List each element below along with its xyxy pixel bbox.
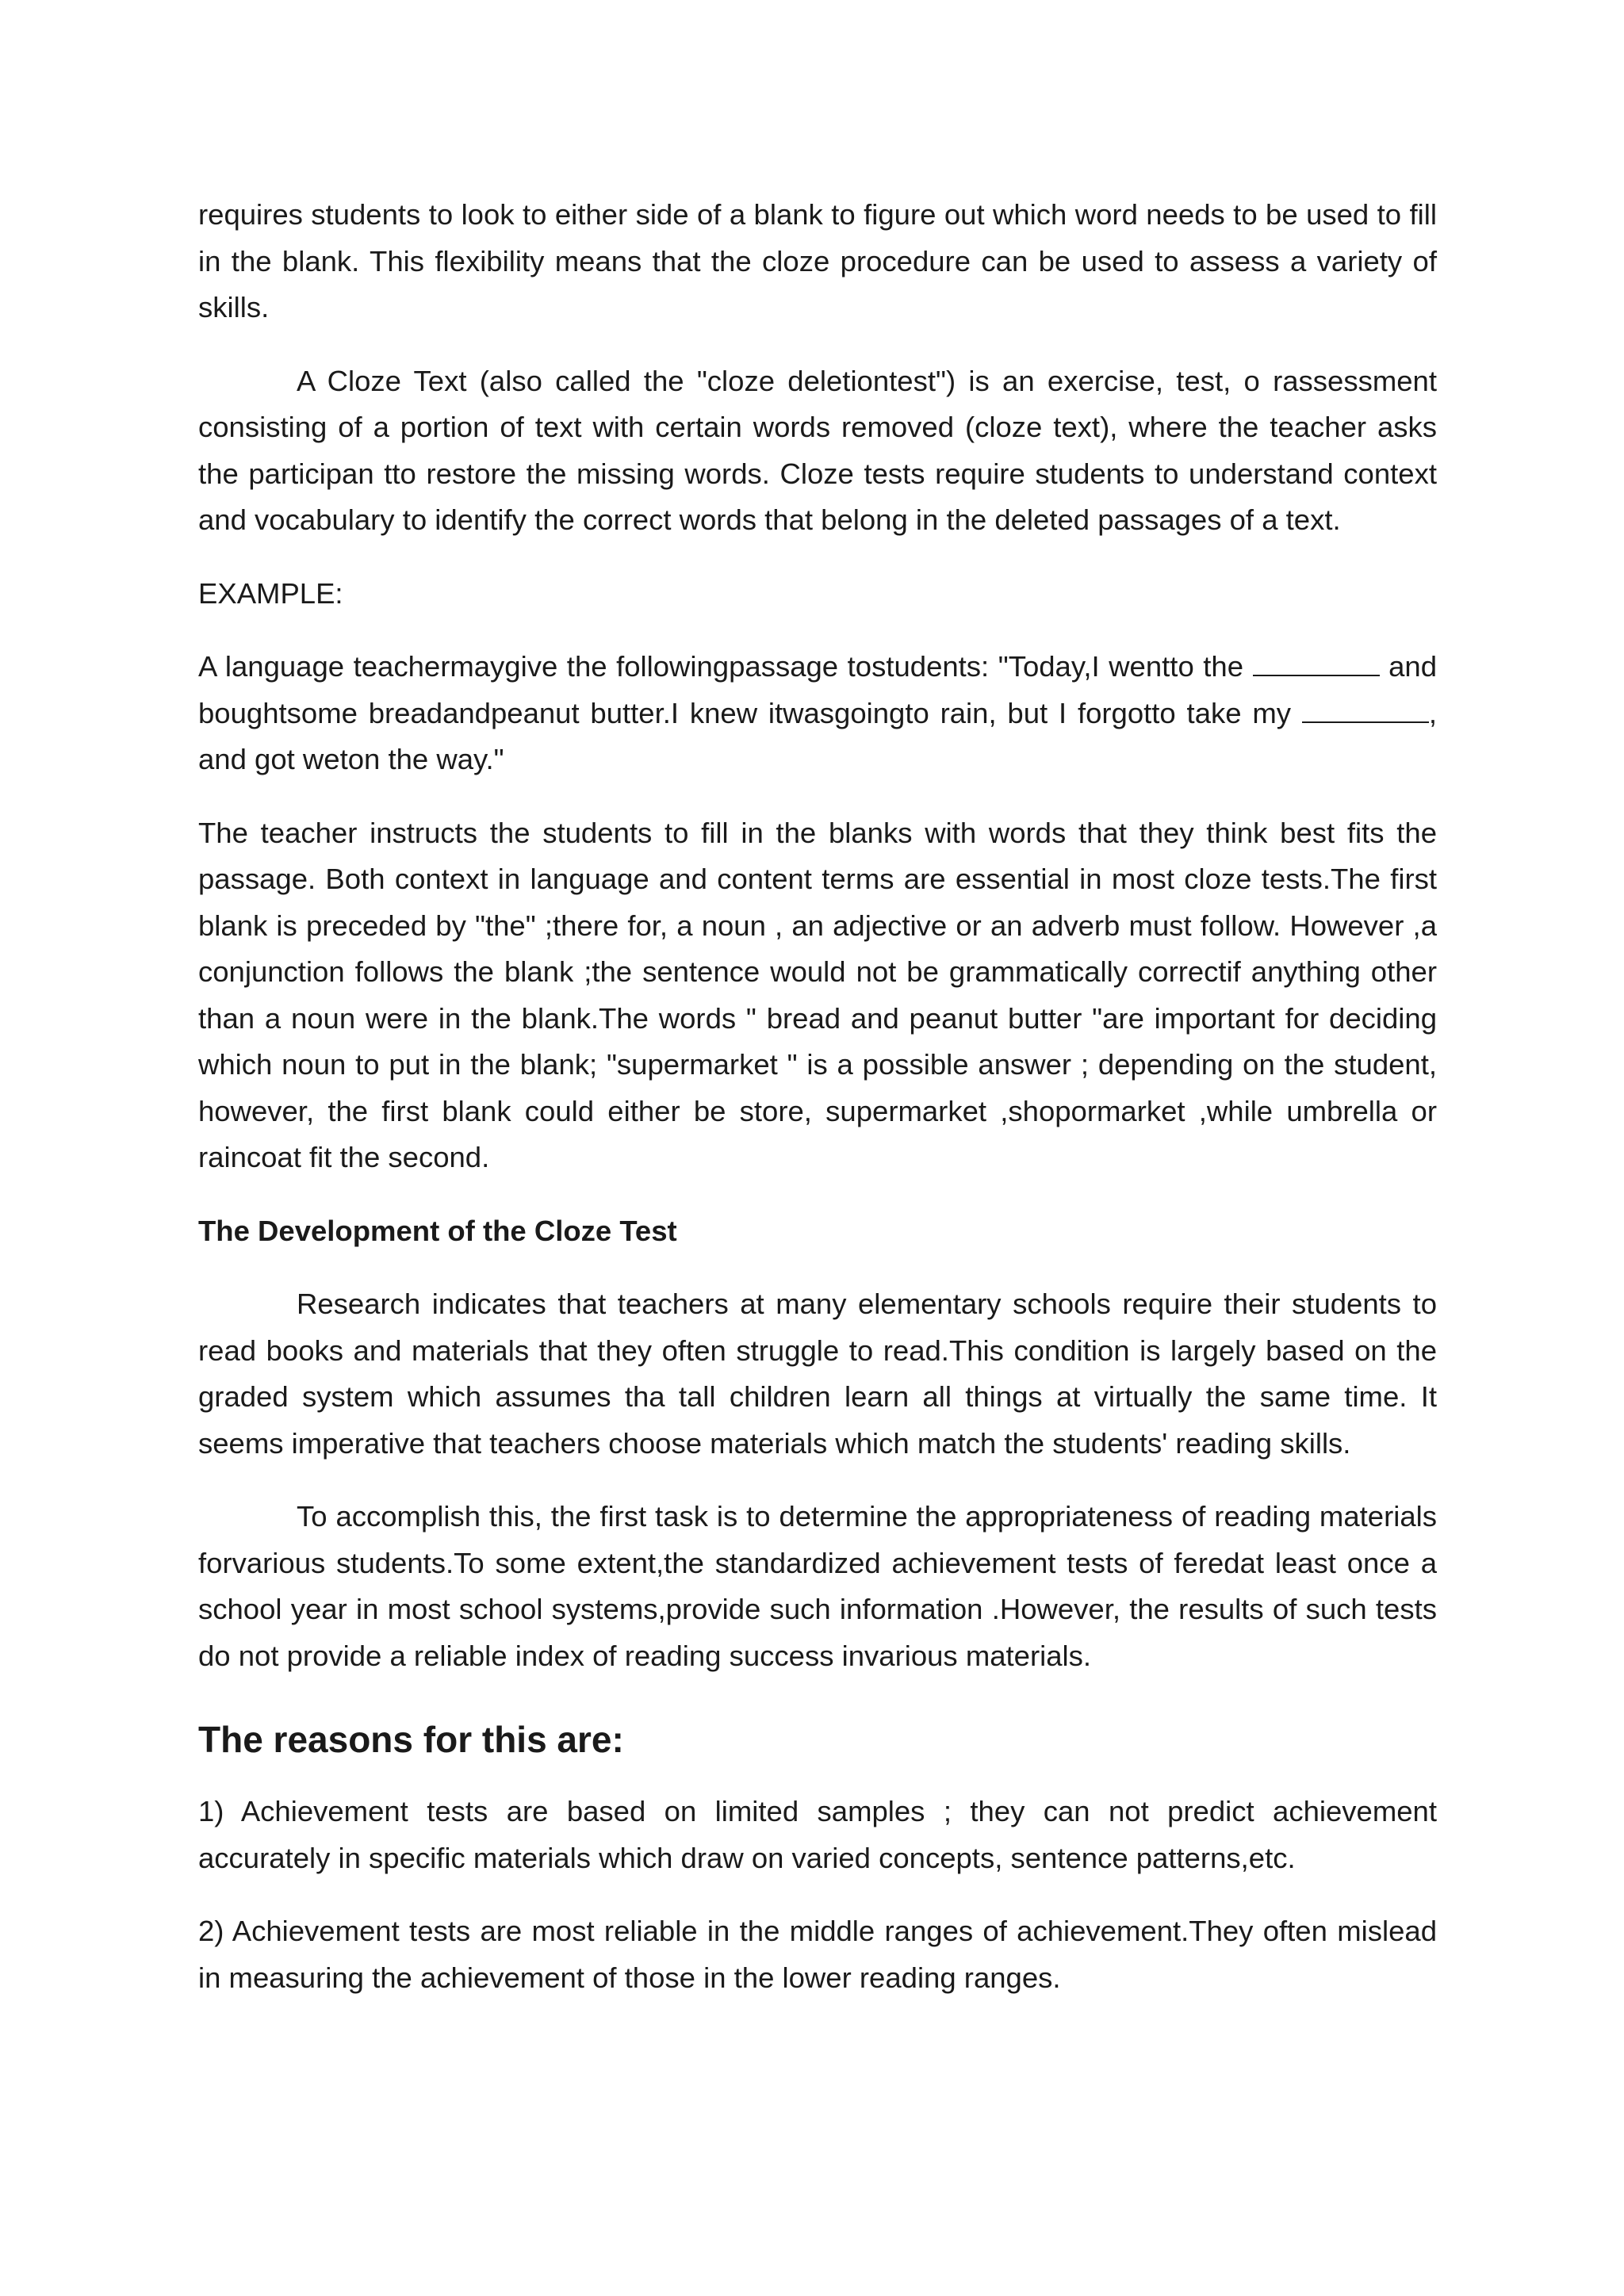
paragraph-cloze-definition: A Cloze Text (also called the "cloze deletiontest") is an exercise, test, o rassessment consisting of a portion of text with certain words removed (cloze text), where the teacher asks the participan tto restore the missing words. Cloze tests require students to understand context and vocabulary to identify the correct words that belong in the deleted passages of a text.: [198, 364, 1437, 536]
paragraph-accomplish: To accomplish this, the first task is to determine the appropriateness of reading materials forvarious students.To some extent,the standardized achievement tests of feredat least once a school year in most school systems,provide such information .However, the results of such tests do not provide a reliable index of reading success invarious materials.: [198, 1500, 1437, 1672]
reason-2: 2) Achievement tests are most reliable in the middle ranges of achievement.They often mislead in measuring the achievement of those in the lower reading ranges.: [198, 1915, 1437, 1994]
paragraph-teacher-instructions: The teacher instructs the students to fill in the blanks with words that they think best fits the passage. Both context in language and content terms are essential in most cloze tests.The first blank is preceded by "the" ;there for, a noun , an adjective or an adverb must follow. However ,a conjunction follows the blank ;the sentence would not be grammatically correctif anything other than a noun were in the blank.The words " bread and peanut butter "are important for deciding which noun to put in the blank; "supermarket " is a possible answer ; depending on the student, however, the first blank could either be store, supermarket ,shopormarket ,while umbrella or raincoat fit the second.: [198, 816, 1437, 1173]
blank-line-1: [1253, 646, 1380, 676]
example-label: EXAMPLE:: [198, 576, 343, 610]
example-text-part3: , and got weton the way.": [198, 696, 1437, 775]
paragraph-research: Research indicates that teachers at many elementary schools require their students to read books and materials that they often struggle to read.This condition is largely based on the graded system which assumes tha tall children learn all things at virtually the same time. It seems imperative that teachers choose materials which match the students' reading skills.: [198, 1288, 1437, 1460]
document-page: [198, 192, 1437, 2028]
heading-development: The Development of the Cloze Test: [198, 1214, 677, 1247]
blank-line-2: [1302, 693, 1429, 723]
reason-1: 1) Achievement tests are based on limited samples ; they can not predict achievement accurately in specific materials which draw on varied concepts, sentence patterns,etc.: [198, 1795, 1437, 1874]
heading-reasons: The reasons for this are:: [198, 1719, 624, 1760]
paragraph-intro: requires students to look to either side of a blank to figure out which word needs to be used to fill in the blank. This flexibility means that the cloze procedure can be used to assess a variety of skills.: [198, 198, 1437, 323]
example-text-part1: A language teachermaygive the followingpassage tostudents: "Today,I wentto the: [198, 650, 1253, 683]
example-text-part2: and boughtsome breadandpeanut butter.I knew itwasgoingto rain, but I forgotto take my: [198, 650, 1437, 729]
example-passage: [198, 644, 1437, 783]
